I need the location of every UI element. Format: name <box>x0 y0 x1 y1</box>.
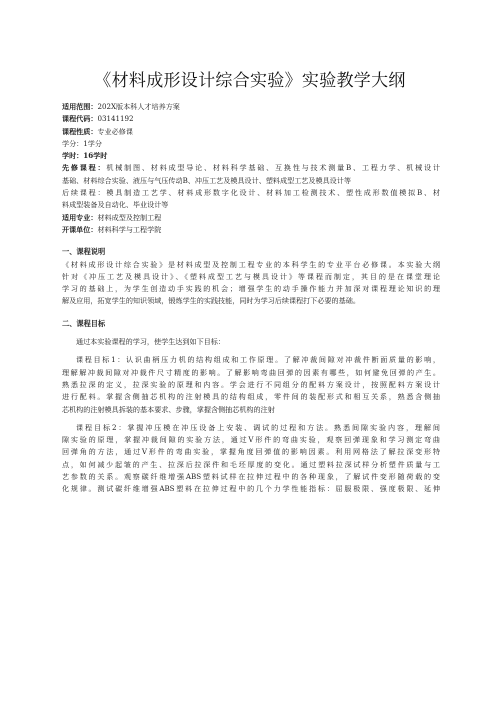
meta-scope <box>62 101 440 113</box>
goal2-line: 化规律。测试碳纤维增强ABS塑料在拉伸过程中的几个力学性能指标：屈服极限、强度极限、延伸 <box>62 484 440 494</box>
prereq-line-1 <box>62 162 440 174</box>
meta-major <box>62 212 440 224</box>
section-heading-objectives: 二、课程目标 <box>62 318 106 328</box>
followup-line-2: 料成型装备及自动化、毕业设计等 <box>62 200 169 210</box>
document-body <box>62 101 440 496</box>
prereq-text: 机械制图、材料成型导论、材料科学基础、互换性与技术测量B、工程力学、机械设计 <box>106 163 440 173</box>
prereq-line-2: 基础、材料综合实验、液压与气压传动B、冲压工艺及模具设计、塑料成型工艺及模具设计等 <box>62 175 351 185</box>
followup-line-1: 后续课程：模具制造工艺学、材料成形数字化设计、材料加工检测技术、塑性成形数值模拟B、材 <box>62 188 440 198</box>
goal1-line: 进行配料。掌握含侧抽芯机构的注射模具的结构组成，零件间的装配形式和相互关系，熟悉含侧抽 <box>62 392 440 402</box>
page-title: 《材料成形设计综合实验》实验教学大纲 <box>94 71 406 91</box>
description-line: 《材料成形设计综合实验》是材料成型及控制工程专业的本科学生的专业平台必修课。本实验大纲 <box>62 259 440 269</box>
meta-credits <box>62 138 440 150</box>
goal2-line: 课程目标2：掌握冲压模在冲压设备上安装、调试的过程和方法。熟悉间隙实验内容，理解间 <box>76 422 440 432</box>
meta-value: 16学时 <box>83 151 108 161</box>
meta-label: 课程代码： <box>62 114 98 124</box>
meta-label: 适用专业： <box>62 212 98 222</box>
meta-value: 材料成型及控制工程 <box>97 212 162 222</box>
meta-label: 学分： <box>62 138 84 148</box>
goal1-line: 理解解冲裁间隙对冲裁件尺寸精度的影响。了解影响弯曲回弹的因素有哪些，如何避免回弹的产生。 <box>62 367 440 377</box>
description-line: 学习的基础上，为学生创造动手实践的机会；增强学生的动手操作能力并加深对课程理论知识的理 <box>62 284 440 294</box>
meta-value: 1学分 <box>83 138 102 148</box>
goal2-line: 艺参数的关系。观察碳纤维增强ABS塑料试样在拉伸过程中的各种现象，了解试件变形随荷载的变 <box>62 472 440 482</box>
goal1-line: 课程目标1：认识曲柄压力机的结构组成和工作原理。了解冲裁间隙对冲裁件断面质量的影响， <box>76 355 440 365</box>
meta-label: 适用范围： <box>62 102 98 111</box>
meta-label: 开课单位： <box>62 224 98 234</box>
meta-nature <box>62 126 440 138</box>
goal2-line: 回弹角的方法，通过V形件的弯曲实验，掌握角度回弹值的影响因素。利用网格法了解拉深变形特 <box>62 447 440 457</box>
goal2-line: 点，如何减少起皱的产生、拉深后拉深件和毛坯厚度的变化。通过塑料拉深试样分析塑件质量与工 <box>62 459 440 469</box>
meta-label: 课程性质： <box>62 126 98 136</box>
goal1-line: 芯机构的注射模具拆装的基本要求、步骤，掌握含侧抽芯机构的注射 <box>62 404 275 414</box>
prereq-label: 先修课程： <box>62 163 107 173</box>
goal2-line: 隙实验的原理，掌握冲裁间隙的实验方法，通过V形件的弯曲实验，观察回弹现象和学习测定弯曲 <box>62 435 440 445</box>
section-heading-description: 一、课程说明 <box>62 247 106 257</box>
meta-value: 专业必修课 <box>97 126 133 136</box>
meta-value: 202X版本科人才培养方案 <box>97 102 180 111</box>
description-line: 针对《冲压工艺及模具设计》、《塑料成型工艺与模具设计》等课程而制定，其目的是在课堂理论 <box>62 271 440 281</box>
meta-code <box>62 113 440 125</box>
meta-unit <box>62 224 440 236</box>
meta-hours <box>62 150 440 162</box>
description-line: 解及应用，拓宽学生的知识领域，锻炼学生的实践技能，同时为学习后续课程打下必要的基础。 <box>62 296 360 306</box>
meta-value: 材料科学与工程学院 <box>97 224 162 234</box>
goal1-line: 熟悉拉深的定义，拉深实验的原理和内容。学会进行不同组分的配料方案设计，按照配料方案设计 <box>62 379 440 389</box>
meta-label: 学时： <box>62 151 84 161</box>
meta-value: 03141192 <box>97 114 134 124</box>
objectives-intro: 通过本实验课程的学习，使学生达到如下目标： <box>76 337 225 347</box>
